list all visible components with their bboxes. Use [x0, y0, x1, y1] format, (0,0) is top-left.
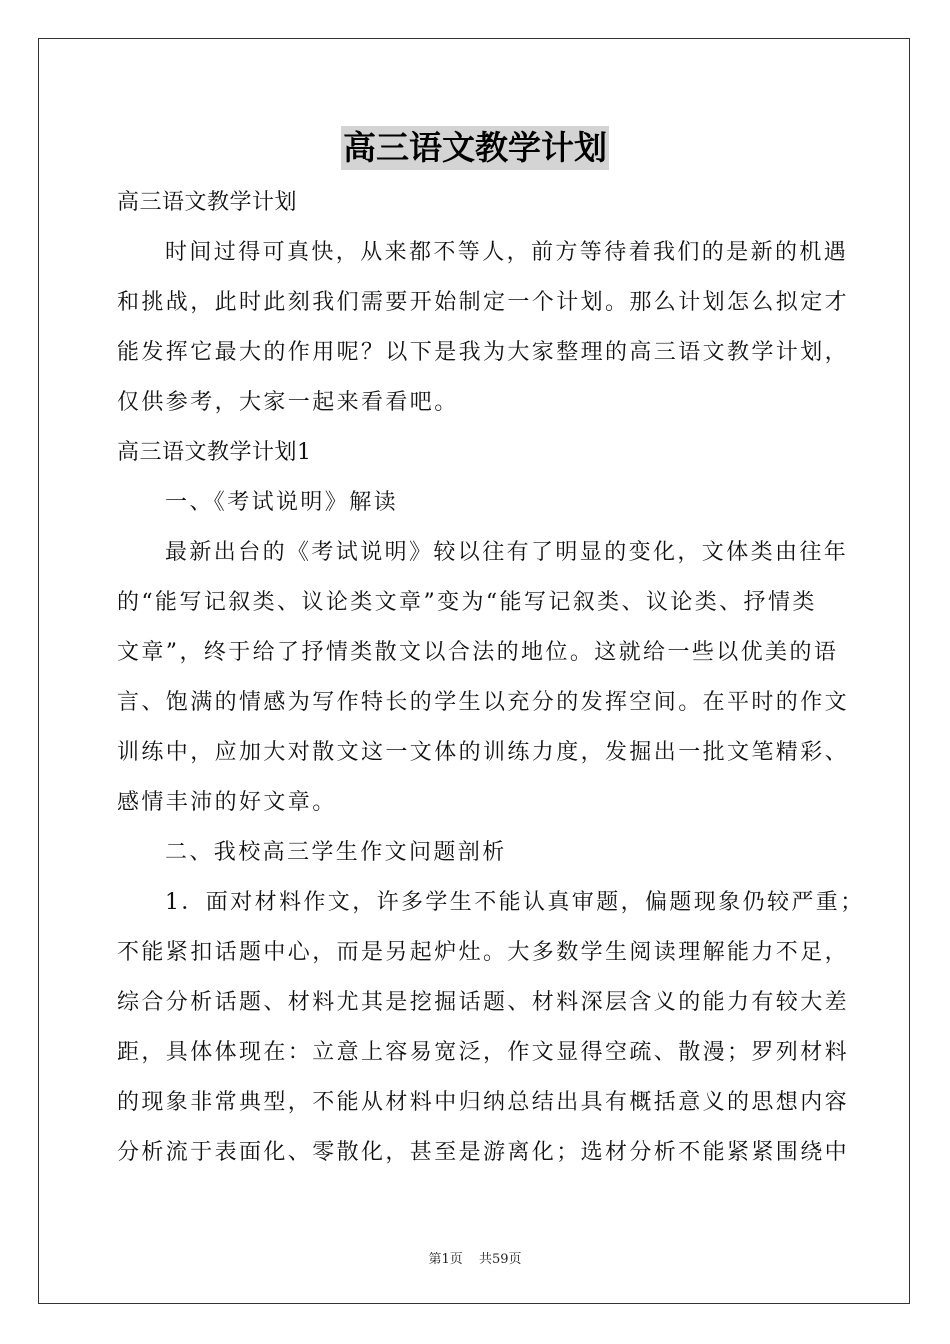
text-line: 二、我校高三学生作文问题剖析 [165, 840, 507, 865]
text-line: 距，具体体现在：立意上容易宽泛，作文显得空疏、散漫；罗列材料 [117, 1040, 850, 1065]
document-title: 高三语文教学计划 [341, 126, 609, 170]
text-line: 1．面对材料作文，许多学生不能认真审题，偏题现象仍较严重； [165, 890, 865, 915]
title-wrap [0, 126, 950, 170]
text-line: 不能紧扣话题中心，而是另起炉灶。大多数学生阅读理解能力不足， [117, 940, 850, 965]
text-line: 的现象非常典型，不能从材料中归纳总结出具有概括意义的思想内容 [117, 1090, 850, 1115]
text-line: 能发挥它最大的作用呢？以下是我为大家整理的高三语文教学计划， [117, 340, 850, 365]
text-line: 仅供参考，大家一起来看看吧。 [117, 390, 459, 415]
text-line: 和挑战，此时此刻我们需要开始制定一个计划。那么计划怎么拟定才 [117, 290, 850, 315]
text-line: 感情丰沛的好文章。 [117, 790, 337, 815]
section-heading: 高三语文教学计划1 [117, 440, 312, 465]
text-line: 最新出台的《考试说明》较以往有了明显的变化，文体类由往年 [165, 540, 849, 565]
text-line: 言、饱满的情感为写作特长的学生以充分的发挥空间。在平时的作文 [117, 690, 850, 715]
text-line: 时间过得可真快，从来都不等人，前方等待着我们的是新的机遇 [165, 240, 849, 265]
text-line: 分析流于表面化、零散化，甚至是游离化；选材分析不能紧紧围绕中 [117, 1140, 850, 1165]
text-line: 的“能写记叙类、议论类文章”变为“能写记叙类、议论类、抒情类 [117, 590, 817, 615]
text-line: 训练中，应加大对散文这一文体的训练力度，发掘出一批文笔精彩、 [117, 740, 850, 765]
text-line: 文章”，终于给了抒情类散文以合法的地位。这就给一些以优美的语 [117, 640, 839, 665]
text-line: 综合分析话题、材料尤其是挖掘话题、材料深层含义的能力有较大差 [117, 990, 850, 1015]
document-body [117, 178, 865, 1178]
section-heading: 高三语文教学计划 [117, 190, 298, 215]
page-number: 第1页 [428, 1252, 463, 1267]
page-footer [0, 1248, 950, 1267]
text-line: 一、《考试说明》解读 [165, 490, 399, 515]
page-total: 共59页 [478, 1252, 522, 1267]
